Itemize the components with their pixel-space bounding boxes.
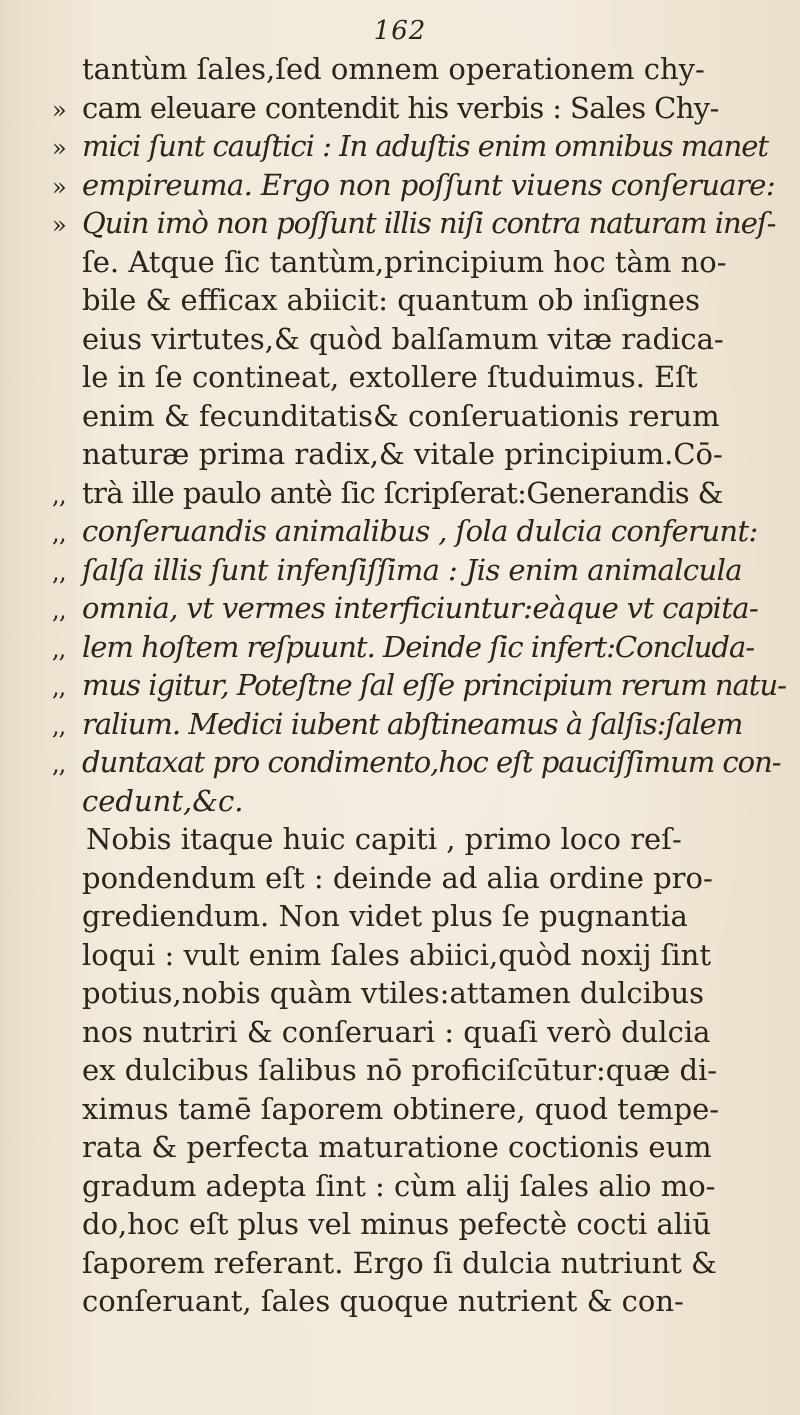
- text-line: ſe. Atque ſic tantùm,principium hoc tàm no-: [82, 244, 727, 279]
- text-line: bile & efficax abiicit: quantum ob inſignes: [82, 283, 700, 317]
- text-line: potius,nobis quàm vtiles:attamen dulcibus: [82, 976, 705, 1010]
- text-line: grediendum. Non videt plus ſe pugnantia: [82, 899, 688, 933]
- text-line: » Quin imò non poſſunt illis niſi contra naturam ineſ-: [52, 206, 776, 240]
- text-line: naturæ prima radix,& vitale principium.Cō-: [82, 437, 723, 471]
- text-line: nos nutriri & conſeruari : quaſi verò dulcia: [82, 1014, 711, 1049]
- text-line: ex dulcibus ſalibus nō proficiſcūtur:quæ di-: [82, 1053, 718, 1087]
- text-line: ,, omnia, vt vermes interficiuntur:eàque vt capita-: [52, 591, 759, 625]
- text-line: enim & fecunditatis& conſeruationis rerum: [82, 398, 720, 433]
- text-line: ,, ſalſa illis ſunt infenſiſſima : Jis enim animalcula: [52, 552, 742, 587]
- text-line: cedunt,&c.: [82, 783, 244, 818]
- text-block: [52, 50, 786, 1321]
- text-line: tantùm ſales,ſed omnem operationem chy-: [82, 52, 705, 86]
- text-line: gradum adepta ſint : cùm alij ſales alio mo-: [82, 1168, 716, 1203]
- text-line: do,hoc eſt plus vel minus pefectè cocti aliū: [82, 1207, 711, 1241]
- text-line: » mici ſunt cauſtici : In aduſtis enim omnibus manet: [52, 129, 769, 163]
- text-line: conſeruant, ſales quoque nutrient & con-: [82, 1284, 684, 1318]
- text-line: ,, ralium. Medici iubent abſtineamus à ſalſis:ſalem: [52, 706, 743, 741]
- text-line: ſaporem referant. Ergo ſi dulcia nutriunt &: [82, 1245, 717, 1280]
- text-line: loqui : vult enim ſales abiici,quòd noxij ſint: [82, 937, 711, 972]
- text-line: rata & perfecta maturatione coctionis eum: [82, 1130, 712, 1164]
- text-line: ,, mus igitur, Poteſtne ſal eſſe principium rerum natu-: [52, 668, 786, 702]
- page-number: 162: [373, 16, 427, 46]
- text-line: » empireuma. Ergo non poſſunt viuens conſeruare:: [52, 167, 776, 202]
- text-line: Nobis itaque huic capiti , primo loco reſ-: [86, 822, 682, 856]
- text-line: ,, duntaxat pro condimento,hoc eſt pauciſſimum con-: [52, 745, 781, 779]
- text-line: ximus tamē ſaporem obtinere, quod tempe-: [82, 1091, 720, 1126]
- text-line: eius virtutes,& quòd balſamum vitæ radica-: [82, 321, 724, 356]
- text-line: » cam eleuare contendit his verbis : Sales Chy-: [52, 90, 719, 125]
- text-line: le in ſe contineat, extollere ſtuduimus. Eſt: [82, 360, 698, 394]
- text-line: pondendum eſt : deinde ad alia ordine pro-: [82, 860, 713, 895]
- text-line: ,, conſeruandis animalibus , ſola dulcia conferunt:: [52, 514, 758, 548]
- text-line: ,, trà ille paulo antè ſic ſcripſerat:Generandis &: [52, 475, 723, 510]
- text-line: ,, lem hoſtem reſpuunt. Deinde ſic infert:Concluda-: [52, 629, 755, 664]
